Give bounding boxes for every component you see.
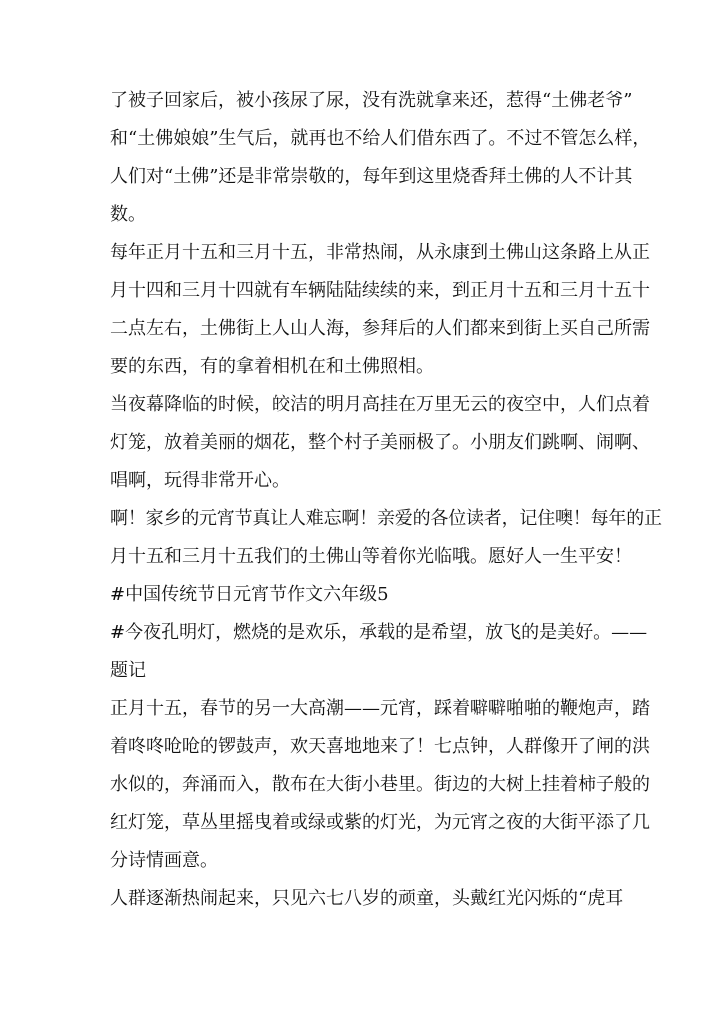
- text-line: 要的东西，有的拿着相机在和土佛照相。: [110, 356, 434, 377]
- document-body: [110, 82, 662, 918]
- text-line: 和“土佛娘娘”生气后，就再也不给人们借东西了。不过不管怎么样，: [110, 128, 651, 149]
- text-line: 分诗情画意。: [110, 850, 218, 871]
- text-line: #今夜孔明灯，燃烧的是欢乐，承载的是希望，放飞的是美好。——: [110, 622, 648, 643]
- paragraph-4: [110, 500, 662, 576]
- paragraph-2: [110, 234, 650, 386]
- text-line: 月十五和三月十五我们的土佛山等着你光临哦。愿好人一生平安！: [110, 546, 632, 567]
- text-line: 红灯笼，草丛里摇曳着或绿或紫的灯光，为元宵之夜的大街平添了几: [110, 812, 650, 833]
- text-line: 月十四和三月十四就有车辆陆陆续续的来，到正月十五和三月十五十: [110, 280, 650, 301]
- section-heading: [110, 576, 614, 614]
- text-line: 正月十五，春节的另一大高潮——元宵，踩着噼噼啪啪的鞭炮声，踏: [110, 698, 650, 719]
- text-line: 啊！家乡的元宵节真让人难忘啊！亲爱的各位读者，记住噢！每年的正: [110, 508, 662, 529]
- text-line: 人群逐渐热闹起来，只见六七八岁的顽童，头戴红光闪烁的“虎耳: [110, 888, 624, 909]
- paragraph-3: [110, 386, 650, 500]
- text-line: 水似的，奔涌而入，散布在大街小巷里。街边的大树上挂着柿子般的: [110, 774, 650, 795]
- paragraph-5: [110, 690, 650, 880]
- text-line: 数。: [110, 204, 146, 225]
- heading-line: #中国传统节日元宵节作文六年级5: [110, 584, 389, 605]
- text-line: 当夜幕降临的时候，皎洁的明月高挂在万里无云的夜空中，人们点着: [110, 394, 650, 415]
- epigraph: [110, 614, 648, 690]
- text-line: 每年正月十五和三月十五，非常热闹，从永康到土佛山这条路上从正: [110, 242, 650, 263]
- text-line: 灯笼，放着美丽的烟花，整个村子美丽极了。小朋友们跳啊、闹啊、: [110, 432, 650, 453]
- text-line: 二点左右，土佛街上人山人海，参拜后的人们都来到街上买自己所需: [110, 318, 650, 339]
- paragraph-6: [110, 880, 624, 918]
- text-line: 唱啊，玩得非常开心。: [110, 470, 290, 491]
- text-line: 人们对“土佛”还是非常崇敬的，每年到这里烧香拜土佛的人不计其: [110, 166, 633, 187]
- text-line: 题记: [110, 660, 146, 681]
- text-line: 了被子回家后，被小孩尿了尿，没有洗就拿来还，惹得“土佛老爷”: [110, 90, 633, 111]
- text-line: 着咚咚呛呛的锣鼓声，欢天喜地地来了！七点钟，人群像开了闸的洪: [110, 736, 650, 757]
- paragraph-1: [110, 82, 651, 234]
